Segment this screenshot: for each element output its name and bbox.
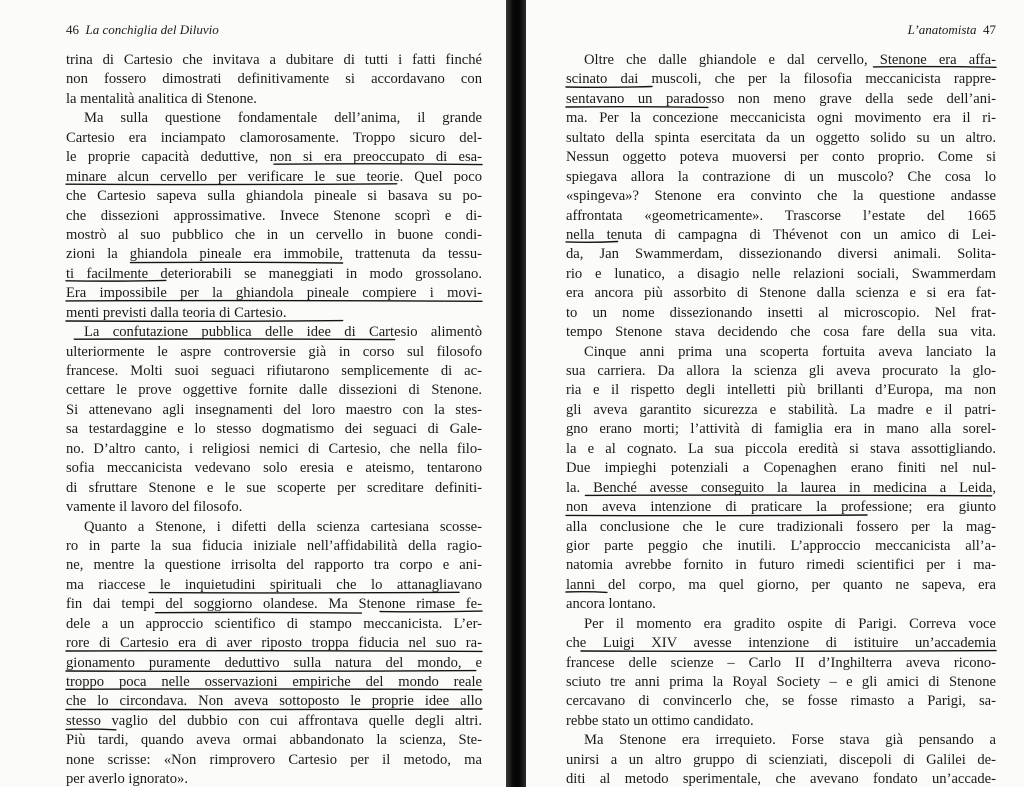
text-line: Due impieghi potenziali a Copenaghen erano finiti nel nul- bbox=[566, 460, 996, 477]
text-line: unirsi a un altro gruppo di scienziati, discepoli di Galilei de- bbox=[566, 751, 996, 768]
text-line: ria e il rispetto degli intelletti più brillanti d’Europa, ma non bbox=[566, 382, 996, 399]
text-line: la mentalità analitica di Stenone. bbox=[66, 90, 257, 107]
right-page-number: 47 bbox=[983, 22, 996, 37]
text-line: troppo poca nelle osservazioni empiriche del mondo reale bbox=[66, 674, 482, 690]
text-line: francese. Molti suoi seguaci rifiutarono semplicemente di ac- bbox=[66, 363, 482, 379]
text-line: che Luigi XIV avesse intenzione di istituire un’accademia bbox=[566, 635, 996, 652]
text-line: Per il momento era gradito ospite di Parigi. Correva voce bbox=[584, 615, 996, 632]
text-line: to un nome dissezionando insetti al microscopio. Nel frat- bbox=[566, 304, 996, 321]
text-line: Ma sulla questione fondamentale dell’anima, il grande bbox=[84, 110, 482, 127]
text-line: la e al cognato. La sua piccola eredità si stava assottigliando. bbox=[566, 440, 996, 457]
book-gutter bbox=[506, 0, 526, 787]
text-line: nella tenuta di campagna di Thévenot con un amico di Lei- bbox=[566, 226, 996, 243]
text-line: sentavano un paradosso non meno grave della sede dell’ani- bbox=[566, 90, 996, 107]
text-line: non aveva intenzione di praticare la professione; era giunto bbox=[566, 499, 996, 516]
text-line: La confutazione pubblica delle idee di Cartesio alimentò bbox=[84, 324, 482, 341]
text-line: sultato della spinta esercitata da un oggetto solido su un altro. bbox=[566, 129, 996, 146]
text-line: none scrisse: «Non rimprovero Cartesio per il metodo, ma bbox=[66, 751, 482, 768]
text-line: gno erano morti; l’attività di famiglia era in mano alla sorel- bbox=[566, 421, 996, 438]
text-line: affrontata «geometricamente». Trascorse l’estate del 1665 bbox=[566, 207, 996, 224]
left-page bbox=[0, 0, 506, 787]
text-line: ro in parte la sua fiducia iniziale nell’affidabilità della ragio- bbox=[66, 537, 482, 554]
text-line: gior parte peggio che inutili. L’approccio meccanicista all’a- bbox=[566, 537, 996, 554]
text-line: ne, mentre la questione irrisolta del rapporto tra corpo e ani- bbox=[66, 557, 482, 574]
text-line: diti al metodo sperimentale, che avevano fondato un’accade- bbox=[566, 771, 996, 788]
text-line: di sfruttare Stenone e le sue scoperte per screditare definiti- bbox=[66, 479, 482, 496]
text-line: tempo Stenone stava decidendo che cosa fare della sua vita. bbox=[566, 324, 996, 341]
text-line: le proprie capacità deduttive, non si era preoccupato di esa- bbox=[66, 149, 482, 166]
right-page-text bbox=[566, 51, 996, 790]
left-running-title: La conchiglia del Diluvio bbox=[85, 22, 219, 37]
text-line: Cartesio era inciampato clamorosamente. Troppo sicuro del- bbox=[66, 129, 482, 146]
text-line: era ancora più assorbito di Stenone dalla scienza e si era fat- bbox=[566, 285, 996, 302]
text-line: rore di Cartesio era di aver riposto troppa fiducia nel suo ra- bbox=[66, 635, 482, 652]
text-line: da, Jan Swammerdam, dissezionando diversi animali. Solita- bbox=[566, 246, 996, 263]
text-line: Era impossibile per la ghiandola pineale compiere i movi- bbox=[66, 285, 482, 302]
text-line: francese delle scienze – Carlo II d’Inghilterra aveva ricono- bbox=[566, 654, 996, 671]
text-line: che dissezioni approssimative. Invece Stenone scoprì e di- bbox=[66, 207, 482, 224]
text-line: stesso vaglio del dubbio con cui affrontava quelle degli altri. bbox=[66, 712, 482, 729]
text-line: che Cartesio sapeva sulla ghiandola pineale si basava su po- bbox=[66, 188, 482, 205]
text-line: ti facilmente deteriorabili se maneggiati in modo grossolano. bbox=[66, 265, 482, 282]
text-line: ma riaccese le inquietudini spirituali che lo attanagliavano bbox=[66, 576, 482, 593]
text-line: zioni la ghiandola pineale era immobile, trattenuta da tessu- bbox=[66, 246, 482, 263]
text-line: rio e lunatico, a disagio nelle relazioni sociali, Swammerdam bbox=[566, 265, 996, 282]
text-line: ancora lontano. bbox=[566, 596, 656, 613]
text-line: Quanto a Stenone, i difetti della scienza cartesiana scosse- bbox=[84, 518, 482, 535]
text-line: fin dai tempi del soggiorno olandese. Ma Stenone rimase fe- bbox=[66, 596, 482, 613]
text-line: lanni del corpo, ma quel giorno, per quanto ne sapeva, era bbox=[566, 576, 996, 593]
right-running-title: L’anatomista bbox=[907, 22, 977, 37]
text-line: per averlo ignorato». bbox=[66, 771, 188, 788]
text-line: dele a un approccio scientifico di stampo meccanicista. L’er- bbox=[66, 615, 482, 632]
text-line: sua carriera. Da allora la scienza gli aveva procurato la glo- bbox=[566, 363, 996, 379]
text-line: gli aveva garantito sicurezza e stabilità. La madre e il patri- bbox=[566, 401, 996, 418]
left-page-header bbox=[66, 22, 219, 38]
text-line: Più tardi, quando aveva ormai abbandonato la scienza, Ste- bbox=[66, 732, 482, 749]
text-line: mostrò al suo pubblico che in un cervello in buone condi- bbox=[66, 226, 482, 243]
text-line: no. D’altro canto, i religiosi nemici di Cartesio, che nella filo- bbox=[66, 440, 482, 457]
text-line: sciuto tre anni prima la Royal Society – e gli amici di Stenone bbox=[566, 674, 996, 690]
right-page-header bbox=[908, 22, 996, 38]
text-line: Si attenevano agli insegnamenti del loro maestro con la stes- bbox=[66, 401, 482, 418]
text-line: la. Benché avesse conseguito la laurea in medicina a Leida, bbox=[566, 479, 996, 496]
text-line: non fossero dimostrati definitivamente si accordavano con bbox=[66, 71, 482, 88]
text-line: minare alcun cervello per verificare le sue teorie. Quel poco bbox=[66, 168, 482, 185]
text-line: natomia avrebbe fornito in futuro rimedi scientifici per i ma- bbox=[566, 557, 996, 574]
text-line: Cinque anni prima una scoperta fortuita aveva lanciato la bbox=[584, 343, 996, 360]
text-line: cettare le prove oggettive fornite dalle dissezioni di Stenone. bbox=[66, 382, 482, 399]
left-page-number: 46 bbox=[66, 22, 79, 37]
text-line: menti previsti dalla teoria di Cartesio. bbox=[66, 304, 287, 321]
text-line: Nessun oggetto poteva muoversi per conto proprio. Come si bbox=[566, 149, 996, 166]
text-line: ma. Per la concezione meccanicista ogni movimento era il ri- bbox=[566, 110, 996, 127]
text-line: «spingeva»? Stenone era convinto che la questione andasse bbox=[566, 188, 996, 205]
text-line: alla conclusione che le cure tradizionali fossero per la mag- bbox=[566, 518, 996, 535]
text-line: scinato dai muscoli, che per la filosofia meccanicista rappre- bbox=[566, 71, 996, 88]
right-page bbox=[526, 0, 1024, 787]
text-line: che lo circondava. Non aveva sottoposto le proprie idee allo bbox=[66, 693, 482, 710]
left-page-text bbox=[66, 51, 482, 790]
text-line: cercavano di convincerlo che, se fosse rimasto a Parigi, sa- bbox=[566, 693, 996, 710]
text-line: ulteriormente le aspre controversie già in corso sul filosofo bbox=[66, 343, 482, 360]
text-line: vamente il lavoro del filosofo. bbox=[66, 499, 243, 516]
text-line: Oltre che dalle ghiandole e dal cervello, Stenone era affa- bbox=[584, 52, 996, 68]
text-line: Ma Stenone era irrequieto. Forse stava già pensando a bbox=[584, 732, 996, 749]
text-line: trina di Cartesio che invitava a dubitare di tutti i fatti finché bbox=[66, 52, 482, 68]
text-line: gionamento puramente deduttivo sulla natura del mondo, e bbox=[66, 654, 482, 671]
text-line: sa testardaggine e lo stesso dogmatismo dei seguaci di Gale- bbox=[66, 421, 482, 438]
text-line: sofia meccanicista vedevano solo eresia e ateismo, tentarono bbox=[66, 460, 482, 477]
text-line: spiegava allora la contrazione di un muscolo? Che cosa lo bbox=[566, 168, 996, 185]
text-line: rebbe stato un ottimo candidato. bbox=[566, 712, 754, 729]
